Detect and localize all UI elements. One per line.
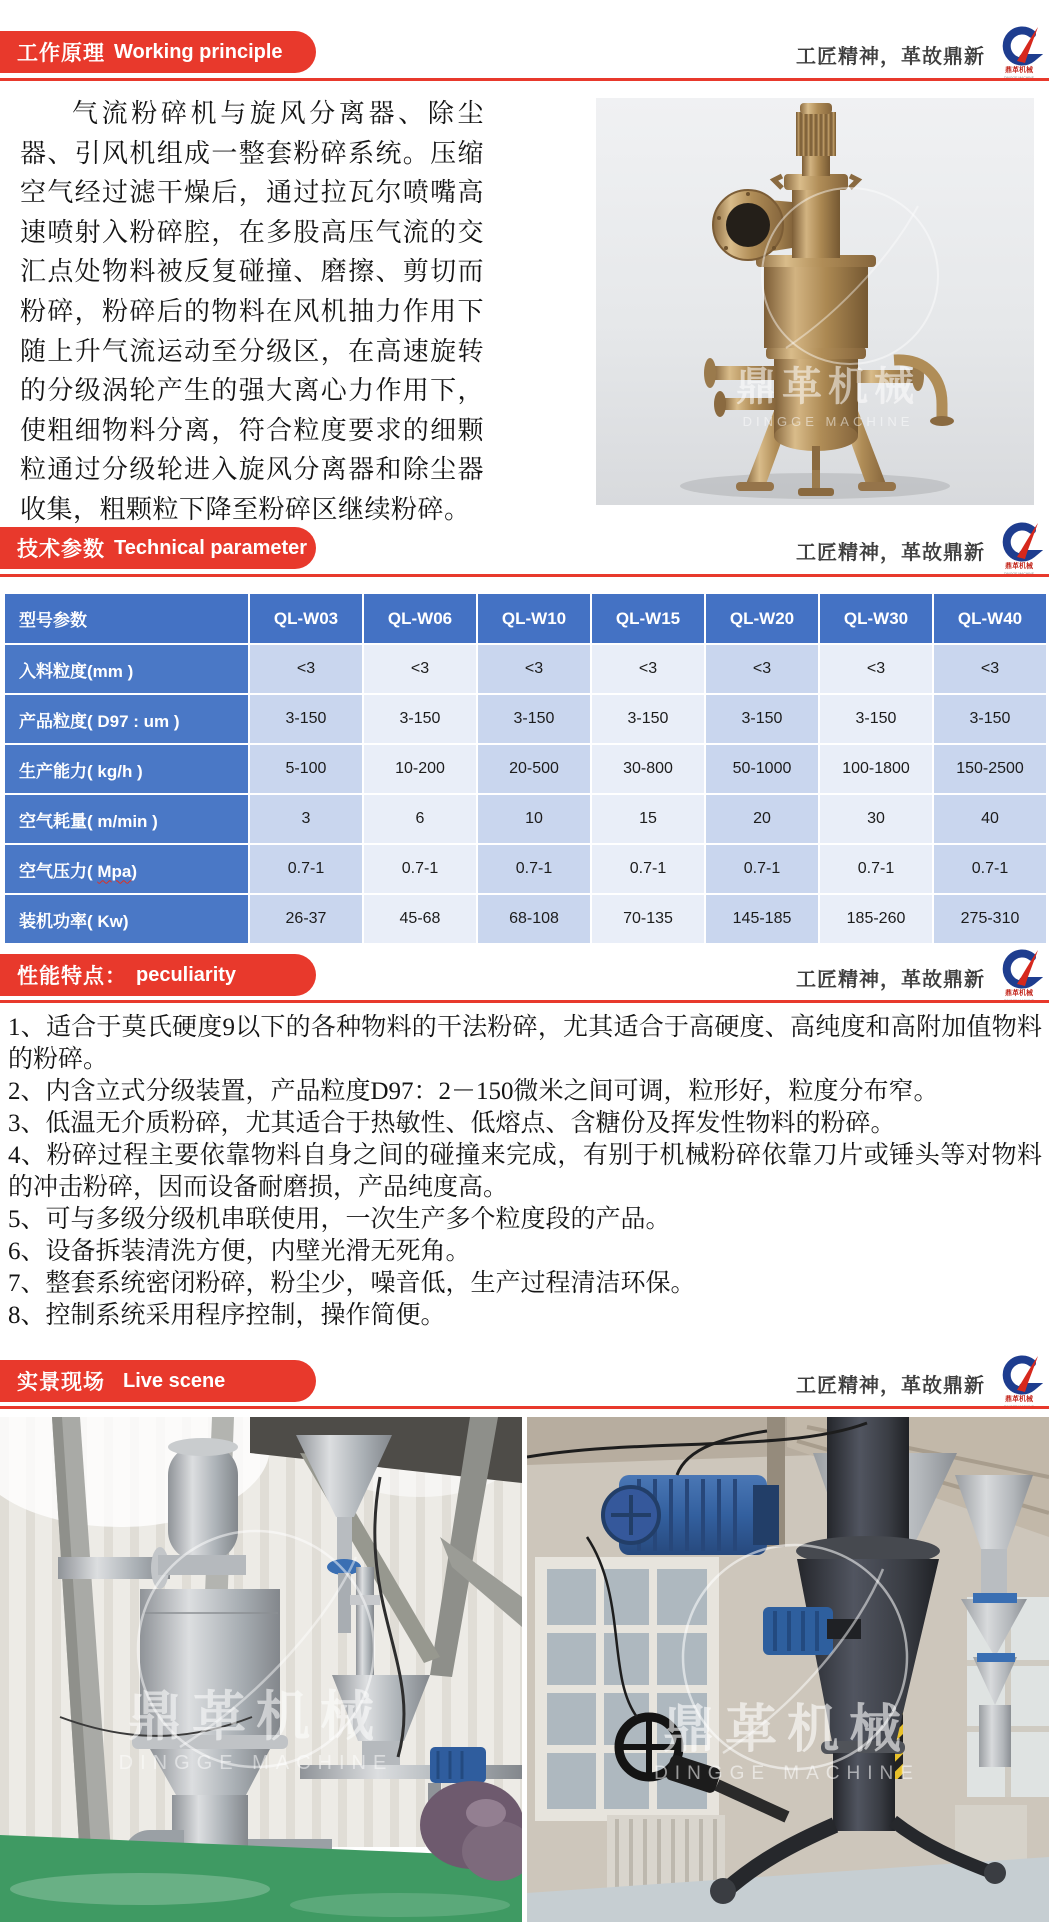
table-cell: 3-150 — [819, 694, 933, 744]
table-cell: 3-150 — [933, 694, 1047, 744]
table-cell: 0.7-1 — [591, 844, 705, 894]
table-model-header: QL-W10 — [477, 593, 591, 644]
table-cell: 20-500 — [477, 744, 591, 794]
brand-slogan: 工匠精神，革故鼎新 — [796, 46, 985, 68]
machine-inlet-elbow — [713, 190, 840, 260]
svg-text:鼎革机械: 鼎革机械 — [1005, 990, 1033, 997]
product-image — [596, 98, 1034, 505]
section-title-cn: 工作原理 — [17, 42, 105, 65]
table-cell: <3 — [705, 644, 819, 694]
machine-classifier-body — [756, 255, 876, 348]
table-row — [4, 644, 1047, 694]
table-model-header: QL-W03 — [249, 593, 363, 644]
divider-line — [0, 1406, 1049, 1409]
brand-logo — [995, 521, 1043, 577]
table-cell: <3 — [591, 644, 705, 694]
table-model-header: QL-W40 — [933, 593, 1047, 644]
divider-line — [0, 78, 1049, 81]
feature-list — [8, 1012, 1042, 1332]
table-cell: 3-150 — [591, 694, 705, 744]
svg-text:鼎革机械: 鼎革机械 — [662, 1701, 912, 1759]
divider-line — [0, 1000, 1049, 1003]
brand-logo — [995, 25, 1043, 81]
table-row — [4, 744, 1047, 794]
table-cell: 70-135 — [591, 894, 705, 944]
brand-logo — [995, 1354, 1043, 1410]
table-cell: 0.7-1 — [249, 844, 363, 894]
table-cell: 3 — [249, 794, 363, 844]
table-row — [4, 694, 1047, 744]
table-row-label: 空气压力( Mpa) — [4, 844, 249, 894]
table-cell: <3 — [819, 644, 933, 694]
table-cell: 68-108 — [477, 894, 591, 944]
table-cell: 10-200 — [363, 744, 477, 794]
table-cell: 5-100 — [249, 744, 363, 794]
table-cell: <3 — [249, 644, 363, 694]
divider-line — [0, 574, 1049, 577]
feature-item: 3、低温无介质粉碎，尤其适合于热敏性、低熔点、含糖份及挥发性物料的粉碎。 — [8, 1110, 896, 1137]
brand-slogan: 工匠精神，革故鼎新 — [796, 1375, 985, 1397]
table-row — [4, 794, 1047, 844]
section-title-cn: 技术参数 — [17, 538, 105, 561]
table-model-header: QL-W15 — [591, 593, 705, 644]
table-cell: 0.7-1 — [705, 844, 819, 894]
live-photo-right — [527, 1417, 1049, 1922]
svg-text:鼎革机械: 鼎革机械 — [128, 1687, 384, 1747]
section-title-cn: 性能特点： — [17, 965, 127, 988]
feature-item: 5、可与多级分级机串联使用，一次生产多个粒度段的产品。 — [8, 1206, 671, 1233]
table-row-label: 产品粒度( D97 : um ) — [4, 694, 249, 744]
brand-logo — [995, 948, 1043, 1004]
svg-text:DINGGE MACHINE: DINGGE MACHINE — [654, 1763, 920, 1784]
section-title-cn: 实景现场 — [17, 1371, 105, 1394]
table-row — [4, 844, 1047, 894]
table-model-header: QL-W30 — [819, 593, 933, 644]
table-cell: 145-185 — [705, 894, 819, 944]
table-cell: 30-800 — [591, 744, 705, 794]
table-cell: 0.7-1 — [819, 844, 933, 894]
table-cell: 100-1800 — [819, 744, 933, 794]
feature-item: 4、粉碎过程主要依靠物料自身之间的碰撞来完成，有别于机械粉碎依靠刀片或锤头等对物料的冲击粉碎，因而设备耐磨损，产品纯度高。 — [8, 1142, 1042, 1201]
working-principle-paragraph: 气流粉碎机与旋风分离器、除尘器、引风机组成一整套粉碎系统。压缩空气经过滤干燥后，通过拉瓦尔喷嘴高速喷射入粉碎腔，在多股高压气流的交汇点处物料被反复碰撞、磨擦、剪切而粉碎，粉碎后的物料在风机抽力作用下随上升气流运动至分级区，在高速旋转的分级涡轮产生的强大离心力作用下，使粗细物料分离，符合粒度要求的细颗粒通过分级轮进入旋风分离器和除尘器收集，粗颗粒下降至粉碎区继续粉碎。 — [20, 99, 484, 524]
table-cell: 3-150 — [705, 694, 819, 744]
feature-item: 2、内含立式分级装置，产品粒度D97：2－150微米之间可调，粒形好，粒度分布窄。 — [8, 1078, 939, 1105]
parameter-table-head — [4, 593, 1047, 644]
feature-item: 1、适合于莫氏硬度9以下的各种物料的干法粉碎，尤其适合于高硬度、高纯度和高附加值物料的粉碎。 — [8, 1014, 1042, 1073]
table-row-label: 生产能力( kg/h ) — [4, 744, 249, 794]
table-cell: 3-150 — [477, 694, 591, 744]
section-title-en: Live scene — [123, 1369, 226, 1392]
table-cell: 150-2500 — [933, 744, 1047, 794]
table-row — [4, 894, 1047, 944]
table-cell: 6 — [363, 794, 477, 844]
table-cell: 3-150 — [363, 694, 477, 744]
table-model-header: QL-W06 — [363, 593, 477, 644]
svg-text:DINGGE MACHINE: DINGGE MACHINE — [118, 1752, 394, 1774]
table-model-header: QL-W20 — [705, 593, 819, 644]
table-cell: 0.7-1 — [477, 844, 591, 894]
table-cell: 0.7-1 — [933, 844, 1047, 894]
parameter-table-body — [4, 644, 1047, 944]
table-cell: 26-37 — [249, 894, 363, 944]
table-row-label: 装机功率( Kw) — [4, 894, 249, 944]
table-cell: 30 — [819, 794, 933, 844]
table-cell: <3 — [363, 644, 477, 694]
section-title-en: peculiarity — [136, 963, 237, 986]
table-cell: 45-68 — [363, 894, 477, 944]
table-cell: 275-310 — [933, 894, 1047, 944]
table-cell: 50-1000 — [705, 744, 819, 794]
section-header-technical-parameter — [0, 527, 1049, 573]
machine-top-motor — [774, 103, 858, 190]
section-title-en: Technical parameter — [114, 536, 308, 559]
section-title-ribbon — [0, 31, 316, 73]
feature-item: 7、整套系统密闭粉碎，粉尘少，噪音低，生产过程清洁环保。 — [8, 1270, 696, 1297]
table-row-label: 空气耗量( m/min ) — [4, 794, 249, 844]
svg-text:鼎革机械: 鼎革机械 — [1005, 1396, 1033, 1403]
brand-slogan: 工匠精神，革故鼎新 — [796, 542, 985, 564]
section-title-ribbon — [0, 954, 316, 996]
section-title-en: Working principle — [114, 40, 283, 63]
live-photo-left — [0, 1417, 522, 1922]
feature-item: 6、设备拆装清洗方便，内壁光滑无死角。 — [8, 1238, 471, 1265]
brand-slogan: 工匠精神，革故鼎新 — [796, 969, 985, 991]
svg-text:鼎革机械: 鼎革机械 — [1005, 563, 1033, 570]
table-cell: 185-260 — [819, 894, 933, 944]
table-cell: 0.7-1 — [363, 844, 477, 894]
section-header-peculiarity — [0, 954, 1049, 1000]
section-title-ribbon — [0, 1360, 316, 1402]
table-cell: 10 — [477, 794, 591, 844]
section-title-ribbon — [0, 527, 316, 569]
section-header-live-scene — [0, 1360, 1049, 1406]
parameter-table — [3, 592, 1048, 945]
logo-name-cn: 鼎革机械 — [1005, 67, 1033, 74]
table-corner-label: 型号参数 — [4, 593, 249, 644]
feature-item: 8、控制系统采用程序控制，操作简便。 — [8, 1302, 446, 1329]
table-cell: <3 — [477, 644, 591, 694]
svg-text:DINGGE MACHINE: DINGGE MACHINE — [742, 414, 914, 429]
table-row-label: 入料粒度(mm ) — [4, 644, 249, 694]
section-header-working-principle — [0, 31, 1049, 77]
table-cell: 15 — [591, 794, 705, 844]
table-cell: 40 — [933, 794, 1047, 844]
table-cell: 3-150 — [249, 694, 363, 744]
table-cell: 20 — [705, 794, 819, 844]
table-cell: <3 — [933, 644, 1047, 694]
svg-text:鼎革机械: 鼎革机械 — [736, 365, 920, 409]
